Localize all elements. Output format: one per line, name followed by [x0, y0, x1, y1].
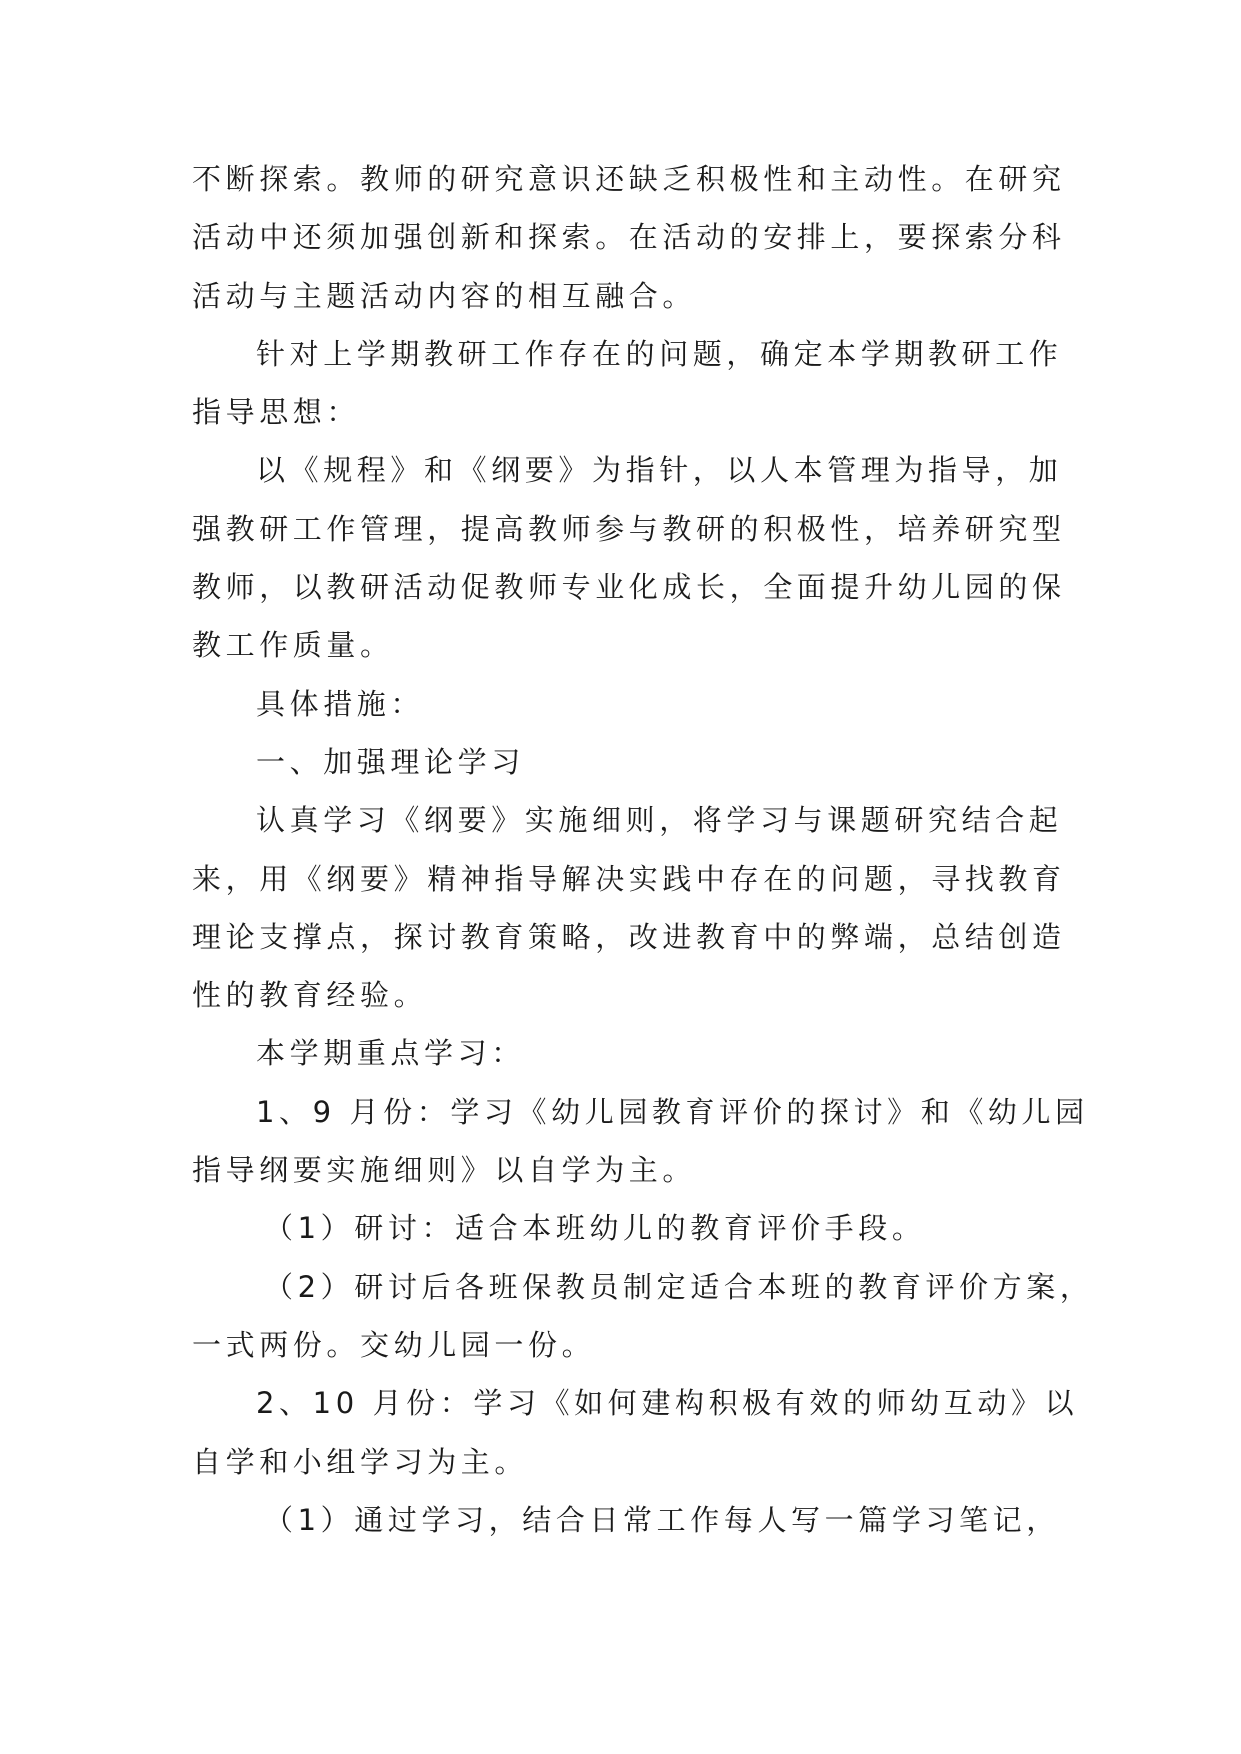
text-line: 具体措施：: [256, 686, 425, 721]
text-line: 不断探索。教师的研究意识还缺乏积极性和主动性。在研究: [192, 162, 1066, 196]
text-line: （1）通过学习，结合日常工作每人写一篇学习笔记，: [264, 1502, 1060, 1537]
text-line: 一式两份。交幼儿园一份。: [192, 1327, 596, 1362]
text-line: 1、9 月份：学习《幼儿园教育评价的探讨》和《幼儿园: [256, 1094, 1089, 1129]
text-line: （1）研讨：适合本班幼儿的教育评价手段。: [264, 1211, 926, 1246]
text-line: 来，用《纲要》精神指导解决实践中存在的问题，寻找教育: [192, 861, 1066, 896]
text-line: 自学和小组学习为主。: [192, 1444, 529, 1479]
text-line: 教师，以教研活动促教师专业化成长，全面提升幼儿园的保: [192, 570, 1066, 605]
text-line: 2、10 月份：学习《如何建构积极有效的师幼互动》以: [256, 1386, 1079, 1421]
text-line: （2）研讨后各班保教员制定适合本班的教育评价方案，: [264, 1269, 1094, 1304]
text-line: 活动与主题活动内容的相互融合。: [192, 278, 697, 313]
text-line: 指导纲要实施细则》以自学为主。: [192, 1153, 697, 1188]
section-heading: 一、加强理论学习: [256, 744, 525, 779]
document-body: [192, 150, 1094, 1549]
text-line: 指导思想：: [192, 395, 361, 430]
text-line: 性的教育经验。: [192, 978, 428, 1013]
text-line: 强教研工作管理，提高教师参与教研的积极性，培养研究型: [192, 511, 1066, 546]
text-line: 教工作质量。: [192, 628, 394, 663]
text-line: 以《规程》和《纲要》为指针，以人本管理为指导，加: [256, 453, 1063, 488]
text-line: 活动中还须加强创新和探索。在活动的安排上，要探索分科: [192, 220, 1066, 255]
text-line: 理论支撑点，探讨教育策略，改进教育中的弊端，总结创造: [192, 919, 1066, 954]
text-line: 针对上学期教研工作存在的问题，确定本学期教研工作: [256, 336, 1063, 371]
text-line: 本学期重点学习：: [256, 1036, 525, 1071]
text-line: 认真学习《纲要》实施细则，将学习与课题研究结合起: [256, 803, 1063, 838]
